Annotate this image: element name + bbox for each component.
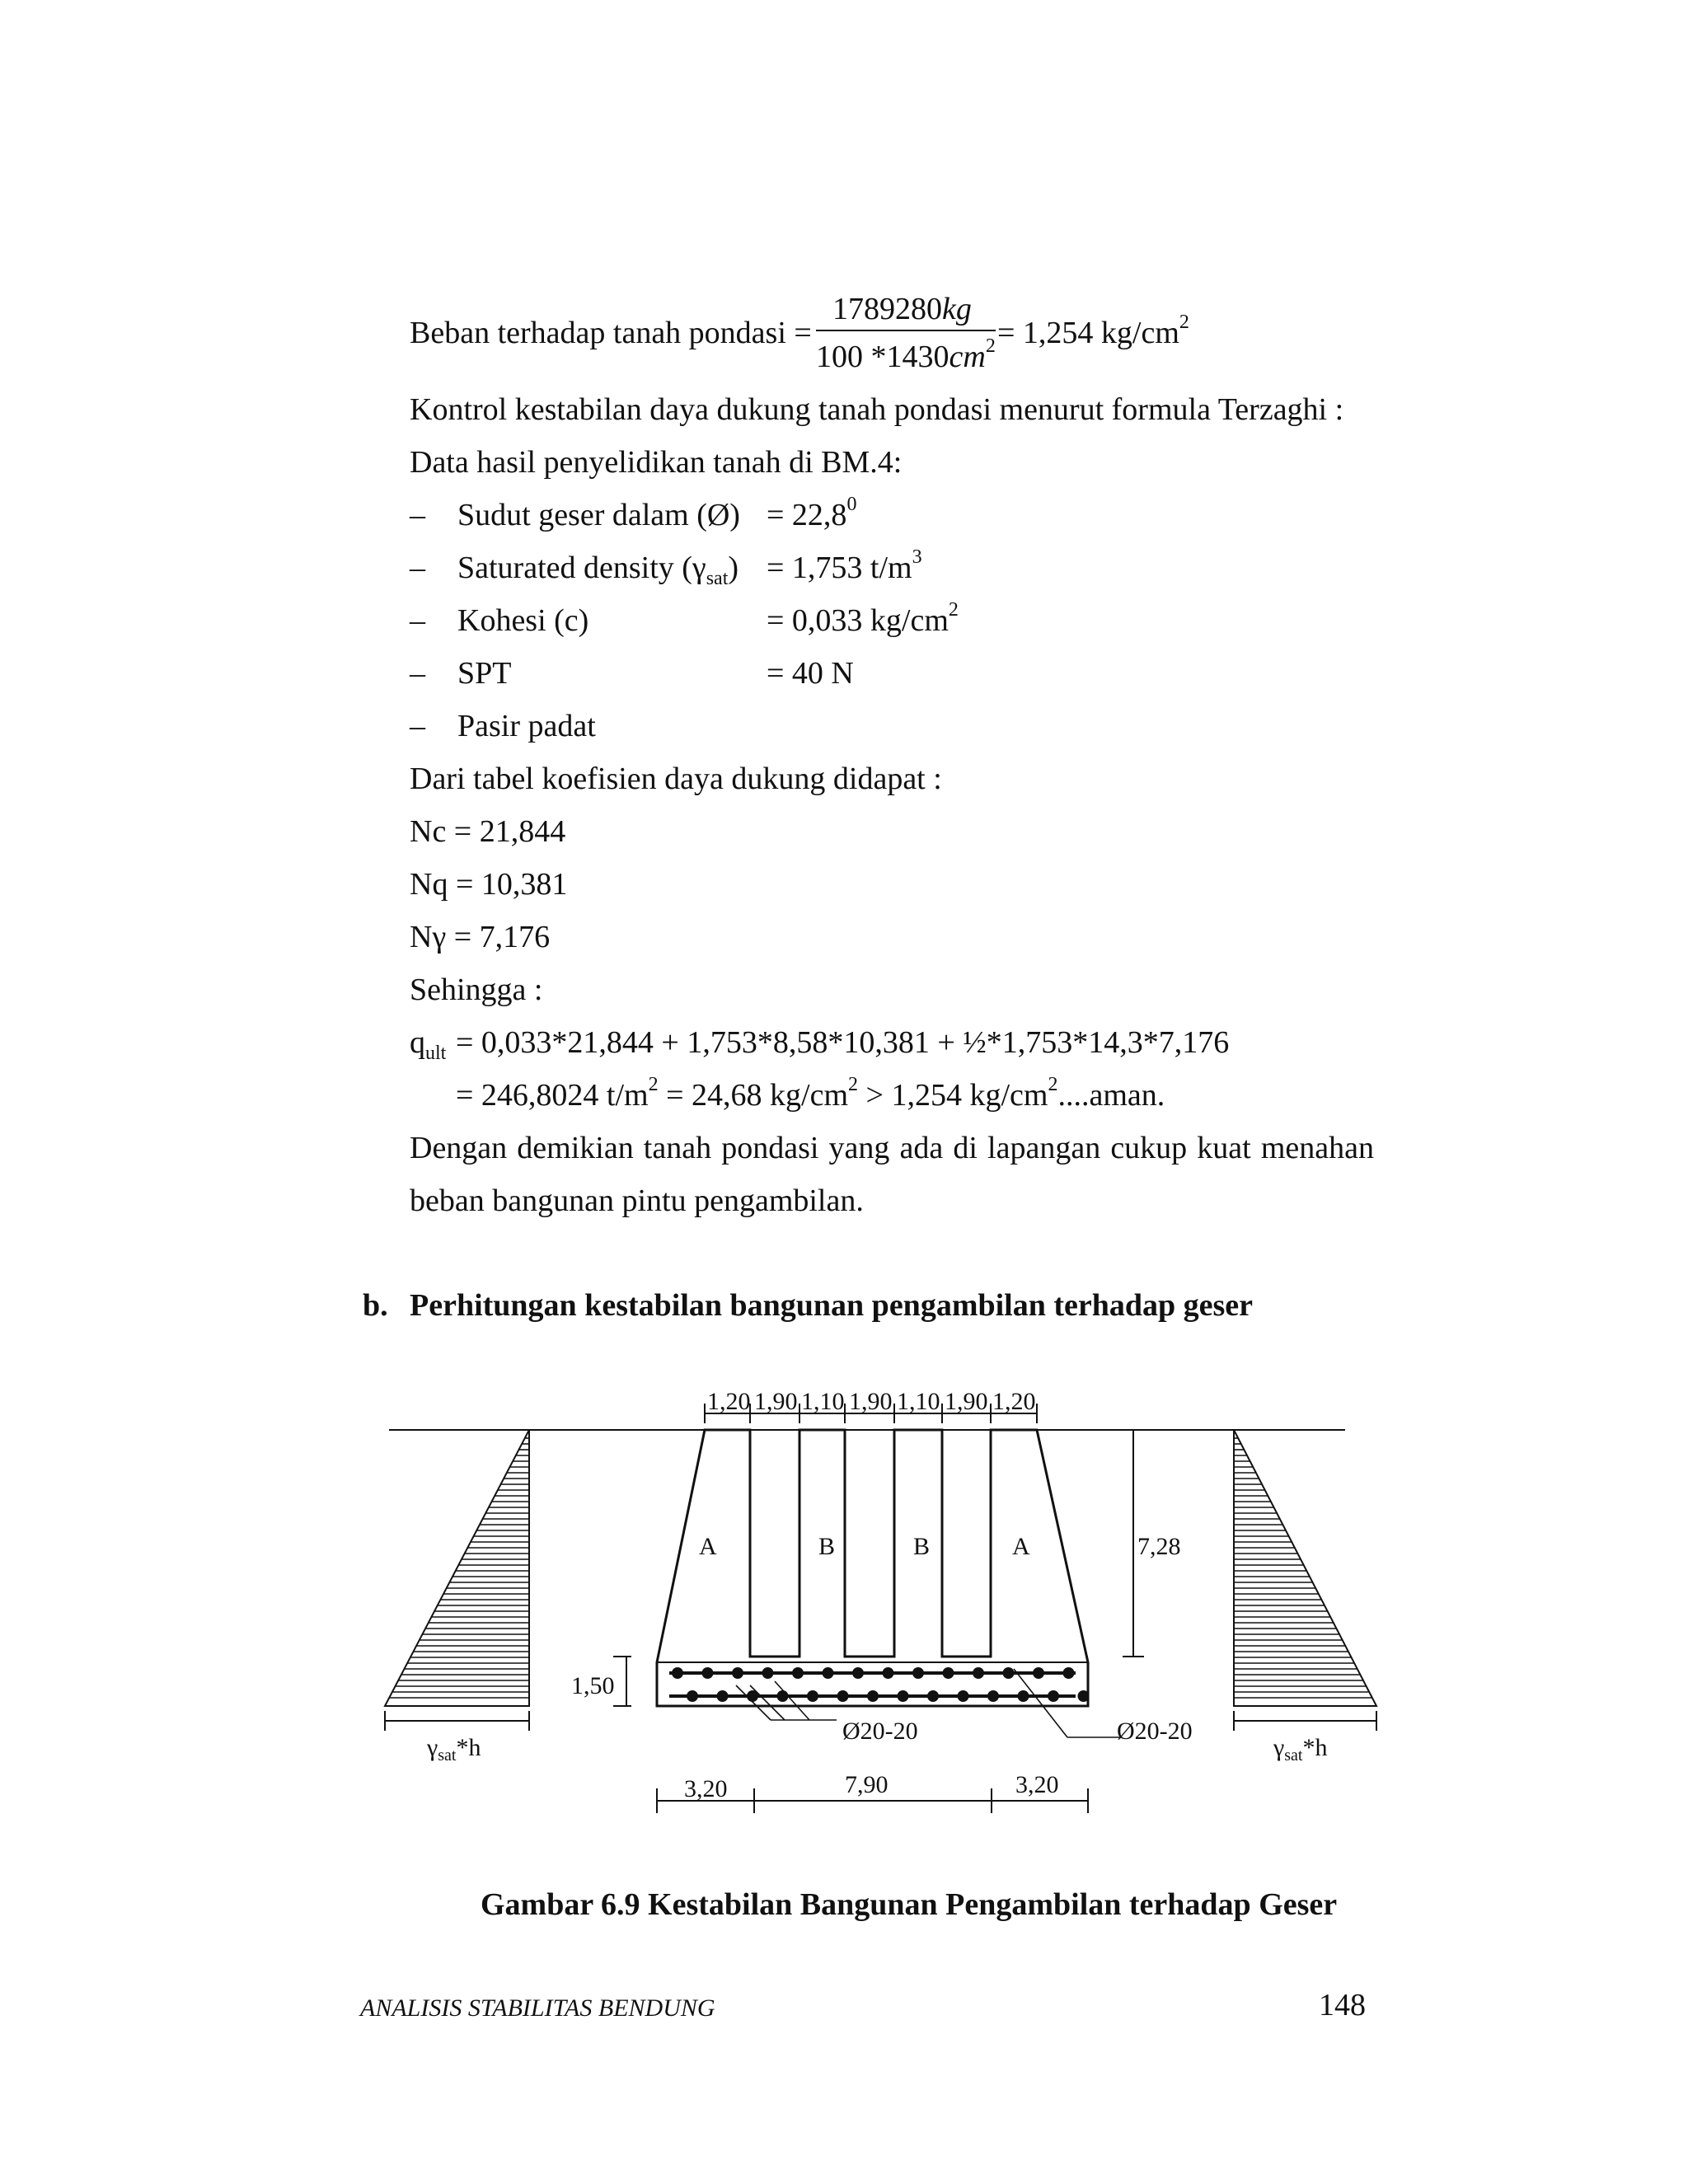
value-text: = 1,753 t/m [767,551,912,585]
conclusion-line-2: beban bangunan pintu pengambilan. [410,1183,864,1218]
result-exponent: 2 [1179,312,1189,333]
result-part: > 1,254 kg/cm [865,1078,1048,1113]
section-title: Perhitungan kestabilan bangunan pengambilan terhadap geser [410,1288,1254,1323]
qult-symbol: q [410,1025,425,1060]
top-dim-label: 1,90 [849,1388,893,1415]
top-dim-label: 1,90 [754,1388,798,1415]
value-exponent: 0 [846,494,857,515]
soil-item-value: = 40 N [767,656,854,691]
soil-item-label: Pasir padat [457,709,596,743]
height-label: 7,28 [1137,1533,1181,1560]
gamma-label-right: $\gamma_{sat}*h$ [1273,1734,1328,1765]
numerator-unit: kg [942,292,972,326]
value-text: = 0,033 kg/cm [767,603,949,638]
rebar-label-right: Ø20-20 [1117,1718,1193,1745]
page-number: 148 [1319,1988,1366,2022]
cell-label: B [818,1533,836,1560]
result-exponent: 2 [848,1074,859,1095]
denominator-unit: cm [949,340,986,374]
value-exponent: 3 [912,546,922,568]
soil-item-label: Kohesi (c) [457,603,589,638]
qult-subscript: ult [425,1043,447,1064]
gamma-dimension-right [1234,1711,1376,1731]
rebar-label-left: Ø20-20 [842,1718,918,1745]
top-dim-label: 1,90 [945,1388,988,1415]
denominator-value: 100 *1430 [816,340,950,374]
rebar-dot [1078,1690,1090,1702]
qult-expression: = 0,033*21,844 + 1,753*8,58*10,381 + ½*1,753*14,3*7,176 [456,1025,1230,1060]
kontrol-line: Kontrol kestabilan daya dukung tanah pondasi menurut formula Terzaghi : [410,392,1344,427]
value-text: = 22,8 [767,498,847,532]
slab-dimension [613,1657,631,1706]
bottom-dim-label: 3,20 [684,1775,728,1802]
slab-height-label: 1,50 [571,1672,615,1699]
right-pressure-diagram [1234,1430,1376,1706]
figure-caption: Gambar 6.9 Kestabilan Bangunan Pengambilan terhadap Geser [481,1887,1338,1922]
list-dash: – [410,551,425,585]
tabel-line: Dari tabel koefisien daya dukung didapat : [410,762,942,796]
top-dim-label: 1,10 [897,1388,940,1415]
list-dash: – [410,498,425,532]
label-end: ) [728,551,739,585]
list-dash: – [410,709,425,743]
bottom-dim-label: 7,90 [845,1771,889,1798]
value-exponent: 2 [948,599,959,621]
numerator-value: 1789280 [832,292,942,326]
list-dash: – [410,656,425,691]
top-dim-label: 1,20 [992,1388,1036,1415]
data-heading: Data hasil penyelidikan tanah di BM.4: [410,445,903,480]
gamma-label-left: $\gamma_{sat}*h$ [427,1734,481,1765]
cell-label: A [699,1533,717,1560]
top-dim-label: 1,20 [707,1388,751,1415]
nc-value: Nc = 21,844 [410,814,566,849]
load-equation-label: Beban terhadap tanah pondasi = [410,316,812,350]
sehingga-line: Sehingga : [410,972,543,1007]
intake-structure-outline [657,1430,1088,1706]
footer-title: ANALISIS STABILITAS BENDUNG [360,1994,715,2022]
rebar-leader-right [1014,1669,1121,1737]
nq-value: Nq = 10,381 [410,867,568,902]
bottom-dim-label: 3,20 [1015,1771,1059,1798]
label-text: Saturated density (γ [457,551,706,585]
soil-item-label: Sudut geser dalam (Ø) [457,498,740,532]
result-exponent: 2 [648,1074,659,1095]
denominator-exponent: 2 [985,335,996,357]
rebar-leader-left [736,1681,837,1720]
gamma-dimension-left [385,1711,529,1731]
result-part: ....aman. [1057,1078,1165,1113]
list-dash: – [410,603,425,638]
cell-label: A [1012,1533,1030,1560]
top-dim-label: 1,10 [801,1388,845,1415]
soil-item-label: SPT [457,656,512,691]
result-exponent: 2 [1048,1074,1058,1095]
left-pressure-diagram [385,1430,529,1706]
label-subscript: sat [706,568,729,589]
section-letter: b. [363,1288,388,1323]
conclusion-line-1: Dengan demikian tanah pondasi yang ada di lapangan cukup kuat menahan [410,1131,1374,1165]
result-part: = 246,8024 t/m [456,1078,649,1113]
result-text: = 1,254 kg/cm [997,316,1179,350]
result-part: = 24,68 kg/cm [666,1078,849,1113]
ngamma-value: Nγ = 7,176 [410,920,551,954]
cell-label: B [913,1533,931,1560]
